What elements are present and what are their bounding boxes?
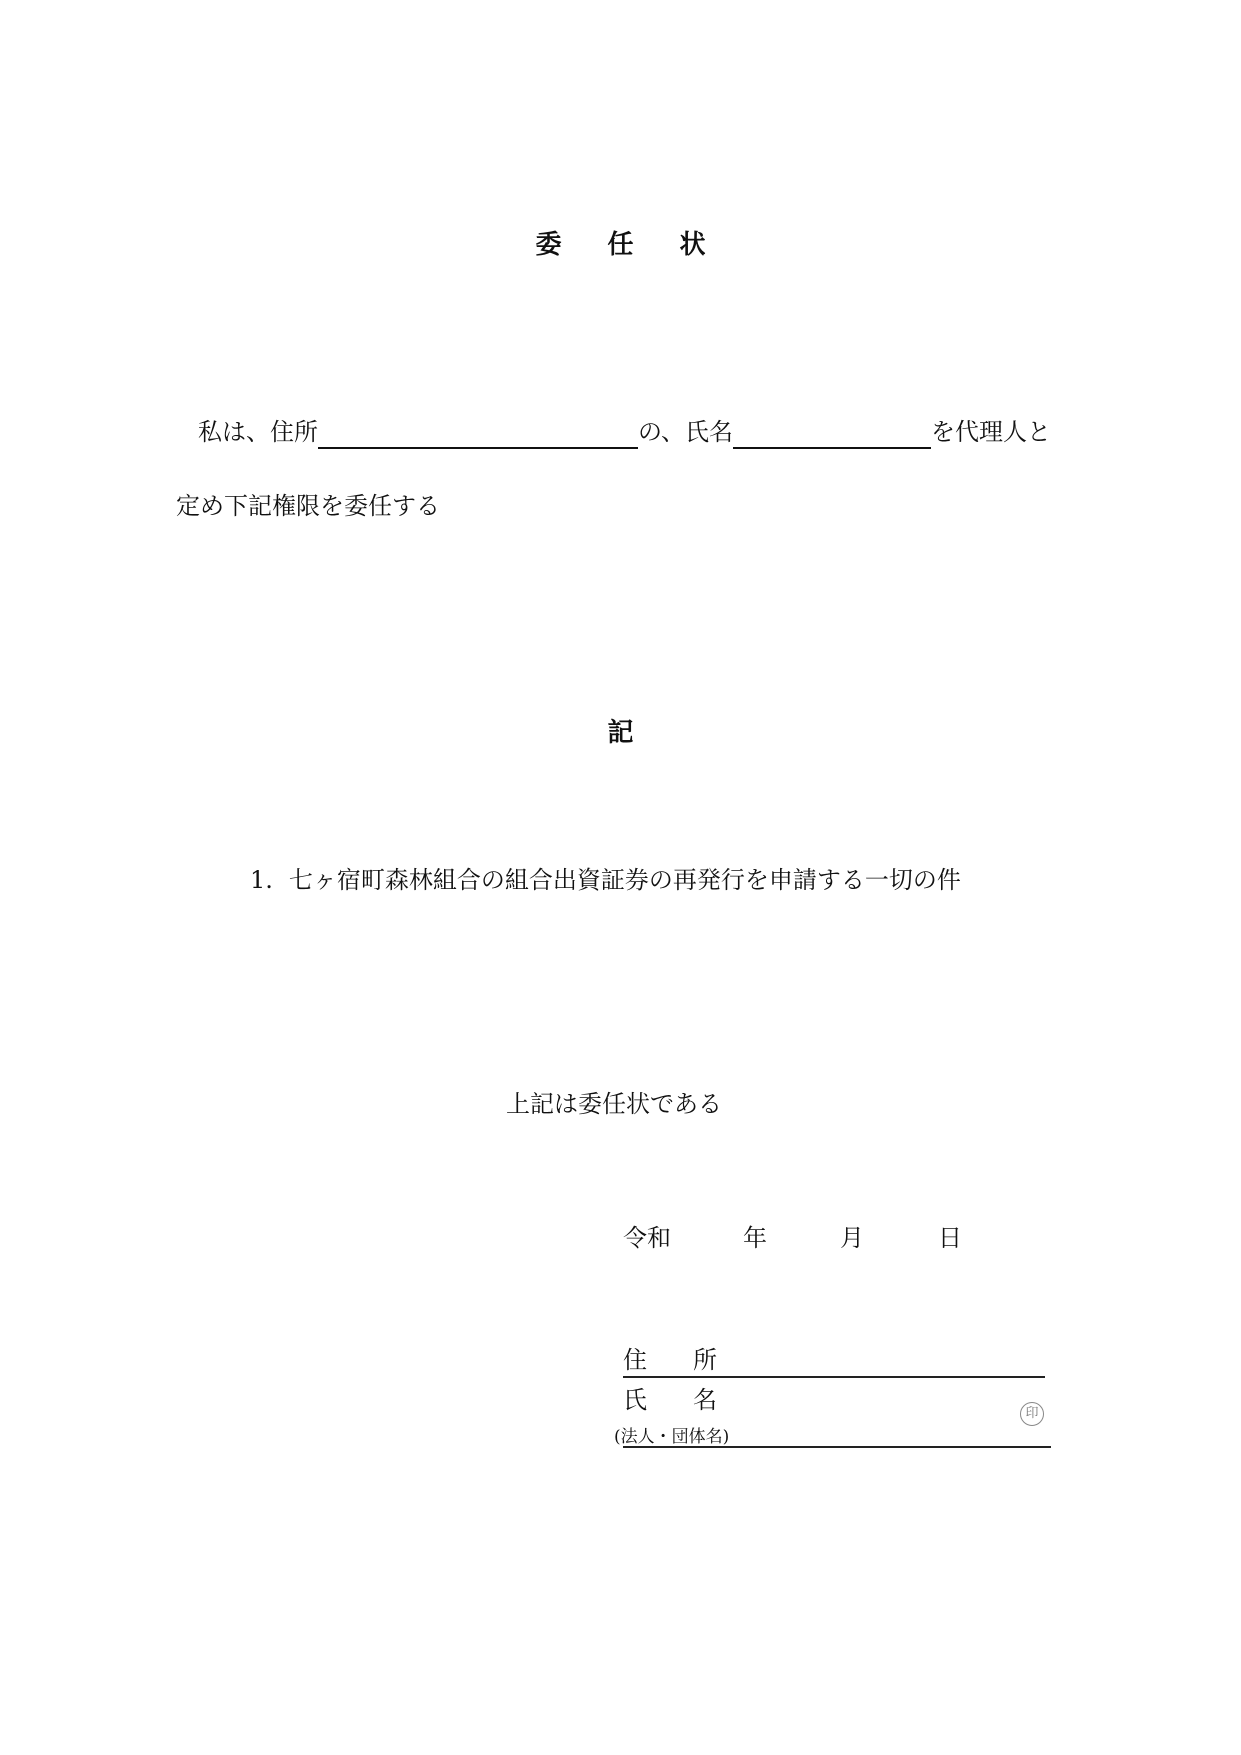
- title-char-2: 任: [607, 230, 634, 260]
- principal-name-label: [623, 1380, 717, 1415]
- title-char-1: 委: [535, 230, 562, 260]
- title-char-3: 状: [679, 230, 706, 260]
- intro-suffix: を代理人と: [931, 418, 1052, 446]
- item-text: 七ヶ宿町森林組合の組合出資証券の再発行を申請する一切の件: [288, 866, 961, 894]
- corporate-name-note: (法人・団体名): [614, 1427, 730, 1447]
- address-label-char-2: 所: [693, 1346, 717, 1374]
- item-number: 1.: [250, 866, 273, 894]
- date-line: [623, 1218, 962, 1253]
- intro-middle: の、氏名: [638, 418, 734, 446]
- intro-line-1: [198, 412, 1051, 447]
- date-year-label: 年: [743, 1224, 767, 1252]
- ki-heading: 記: [607, 718, 634, 748]
- list-item: [250, 860, 961, 895]
- name-label-char-2: 名: [693, 1386, 717, 1414]
- address-label-char-1: 住: [623, 1346, 647, 1374]
- closing-statement: 上記は委任状である: [506, 1090, 722, 1118]
- principal-name-field[interactable]: [623, 1446, 1051, 1448]
- seal-icon: 印: [1020, 1402, 1044, 1426]
- document-title: [0, 224, 1241, 261]
- principal-address-field[interactable]: [623, 1340, 1045, 1378]
- agent-address-blank[interactable]: [318, 419, 638, 449]
- date-day-label: 日: [938, 1224, 962, 1252]
- date-era: 令和: [623, 1224, 671, 1252]
- agent-name-blank[interactable]: [733, 419, 931, 449]
- name-label-char-1: 氏: [623, 1386, 647, 1414]
- intro-prefix: 私は、住所: [198, 418, 318, 446]
- intro-line-2: 定め下記権限を委任する: [176, 492, 440, 520]
- date-month-label: 月: [840, 1224, 864, 1252]
